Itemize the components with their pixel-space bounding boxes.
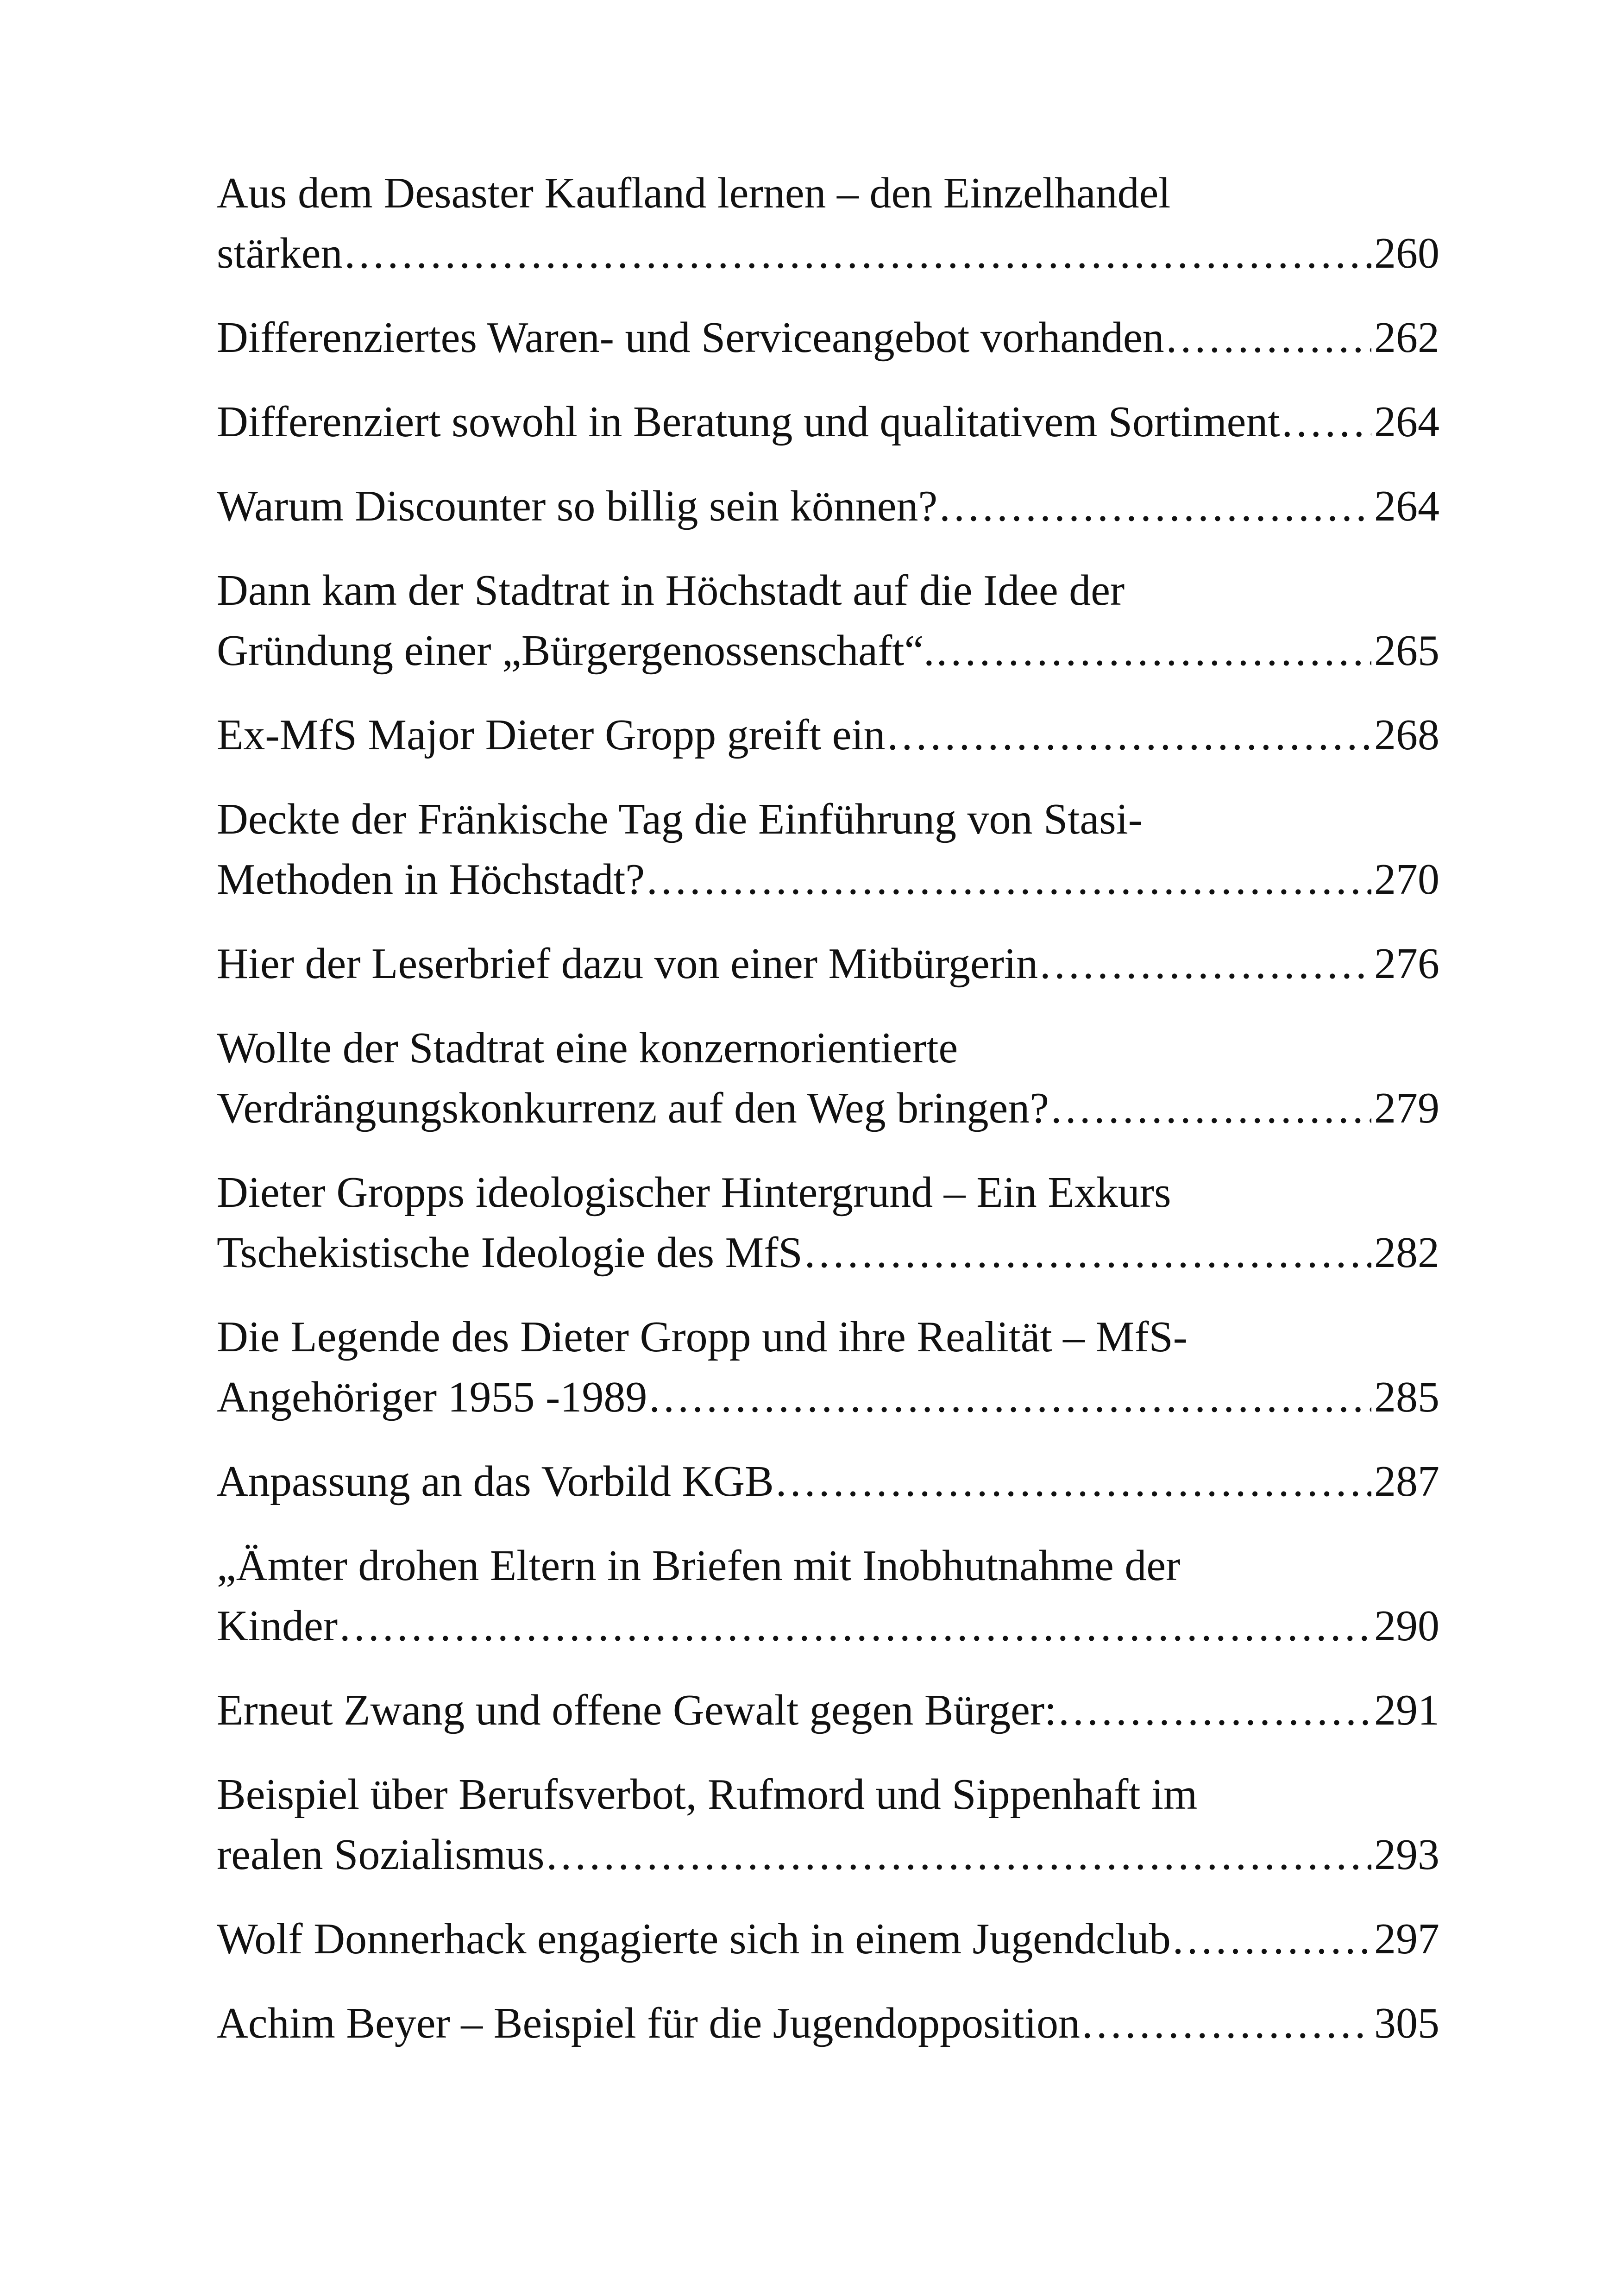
dot-leader (1173, 1909, 1371, 1969)
toc-entry[interactable] (217, 1307, 1439, 1427)
toc-page-number: 291 (1374, 1686, 1439, 1734)
dot-leader (339, 1596, 1371, 1656)
toc-entry[interactable] (217, 1764, 1439, 1885)
toc-entry-last-line (217, 1596, 1439, 1656)
toc-page-number: 297 (1374, 1915, 1439, 1963)
toc-entry[interactable] (217, 476, 1439, 536)
toc-entry-title: realen Sozialismus (217, 1831, 545, 1879)
toc-entry-title: Verdrängungskonkurrenz auf den Weg bringen? (217, 1084, 1049, 1132)
toc-entry-last-line (217, 1680, 1439, 1740)
toc-entry[interactable] (217, 789, 1439, 910)
toc-entry-title: Ex-MfS Major Dieter Gropp greift ein (217, 711, 886, 759)
dot-leader (647, 849, 1371, 910)
toc-entry-title: Hier der Leserbrief dazu von einer Mitbürgerin (217, 940, 1038, 988)
toc-entry[interactable] (217, 1909, 1439, 1969)
toc-entry-title: Differenziertes Waren- und Serviceangebot vorhanden (217, 314, 1164, 362)
toc-page-number: 279 (1374, 1084, 1439, 1132)
dot-leader (344, 223, 1371, 283)
toc-page-number: 262 (1374, 314, 1439, 362)
toc-entry-title-line: Dieter Gropps ideologischer Hintergrund – Ein Exkurs (217, 1168, 1171, 1217)
toc-page-number: 260 (1374, 229, 1439, 277)
dot-leader (804, 1223, 1371, 1283)
toc-entry-last-line (217, 1078, 1439, 1138)
dot-leader (649, 1367, 1371, 1427)
toc-entry-title-line: Dann kam der Stadtrat in Höchstadt auf die Idee der (217, 566, 1125, 615)
dot-leader (1058, 1680, 1371, 1740)
toc-entry-title-line: Beispiel über Berufsverbot, Rufmord und Sippenhaft im (217, 1770, 1198, 1819)
toc-entry[interactable] (217, 705, 1439, 765)
toc-entry-title: Gründung einer „Bürgergenossenschaft“. (217, 627, 935, 675)
toc-page-number: 282 (1374, 1229, 1439, 1277)
toc-entry[interactable] (217, 934, 1439, 994)
toc-page-number: 265 (1374, 627, 1439, 675)
toc-entry[interactable] (217, 1536, 1439, 1656)
toc-entry[interactable] (217, 307, 1439, 368)
toc-entry[interactable] (217, 1451, 1439, 1512)
toc-page-number: 305 (1374, 1999, 1439, 2047)
toc-entry[interactable] (217, 1018, 1439, 1138)
toc-page-number: 264 (1374, 398, 1439, 446)
toc-entry-title: Warum Discounter so billig sein können? (217, 482, 938, 530)
toc-entry-title: stärken (217, 229, 343, 277)
toc-page-number: 276 (1374, 940, 1439, 988)
toc-page-number: 293 (1374, 1831, 1439, 1879)
toc-entry-last-line (217, 1223, 1439, 1283)
toc-entry-title-line: „Ämter drohen Eltern in Briefen mit Inobhutnahme der (217, 1542, 1181, 1590)
toc-entry[interactable] (217, 560, 1439, 681)
toc-entry[interactable] (217, 1162, 1439, 1283)
toc-entry-title: Angehöriger 1955 -1989 (217, 1373, 647, 1421)
toc-entry[interactable] (217, 1993, 1439, 2053)
dot-leader (1166, 307, 1371, 368)
toc-entry-title-line: Wollte der Stadtrat eine konzernorientierte (217, 1024, 958, 1072)
toc-entry-last-line (217, 849, 1439, 910)
toc-entry-title: Wolf Donnerhack engagierte sich in einem Jugendclub (217, 1915, 1171, 1963)
toc-entry-title: Erneut Zwang und offene Gewalt gegen Bürger: (217, 1686, 1057, 1734)
dot-leader (1282, 392, 1371, 452)
toc-entry[interactable] (217, 1680, 1439, 1740)
dot-leader (939, 476, 1371, 536)
dot-leader (776, 1451, 1371, 1512)
toc-entry-last-line (217, 1367, 1439, 1427)
toc-page-number: 270 (1374, 855, 1439, 903)
dot-leader (1051, 1078, 1371, 1138)
toc-entry[interactable] (217, 392, 1439, 452)
toc-entry-title: Tschekistische Ideologie des MfS (217, 1229, 803, 1277)
dot-leader (887, 705, 1371, 765)
toc-page-number: 287 (1374, 1457, 1439, 1506)
dot-leader (1040, 934, 1371, 994)
toc-entry-title-line: Die Legende des Dieter Gropp und ihre Realität – MfS- (217, 1313, 1188, 1361)
toc-entry-last-line (217, 621, 1439, 681)
toc-entry-title: Anpassung an das Vorbild KGB (217, 1457, 774, 1506)
toc-entry-title: Differenziert sowohl in Beratung und qualitativem Sortiment (217, 398, 1280, 446)
toc-page-number: 290 (1374, 1602, 1439, 1650)
toc-entry-last-line (217, 1451, 1439, 1512)
toc-page-number: 264 (1374, 482, 1439, 530)
dot-leader (1082, 1993, 1371, 2053)
toc-entry-title: Achim Beyer – Beispiel für die Jugendopposition (217, 1999, 1081, 2047)
toc-entry-last-line (217, 1909, 1439, 1969)
toc-entry-last-line (217, 934, 1439, 994)
dot-leader (936, 621, 1371, 681)
toc-entry-last-line (217, 1825, 1439, 1885)
toc-entry-last-line (217, 1993, 1439, 2053)
toc-entry-last-line (217, 392, 1439, 452)
toc-entry-last-line (217, 307, 1439, 368)
toc-entry-title-line: Deckte der Fränkische Tag die Einführung von Stasi- (217, 795, 1143, 843)
dot-leader (546, 1825, 1371, 1885)
toc-entry-title: Methoden in Höchstadt? (217, 855, 645, 903)
toc-page-number: 268 (1374, 711, 1439, 759)
toc-entry-title-line: Aus dem Desaster Kaufland lernen – den Einzelhandel (217, 169, 1171, 217)
toc-entry-last-line (217, 705, 1439, 765)
toc-entry[interactable] (217, 163, 1439, 283)
table-of-contents (217, 163, 1439, 2077)
toc-entry-title: Kinder (217, 1602, 338, 1650)
toc-entry-last-line (217, 223, 1439, 283)
toc-entry-last-line (217, 476, 1439, 536)
toc-page-number: 285 (1374, 1373, 1439, 1421)
